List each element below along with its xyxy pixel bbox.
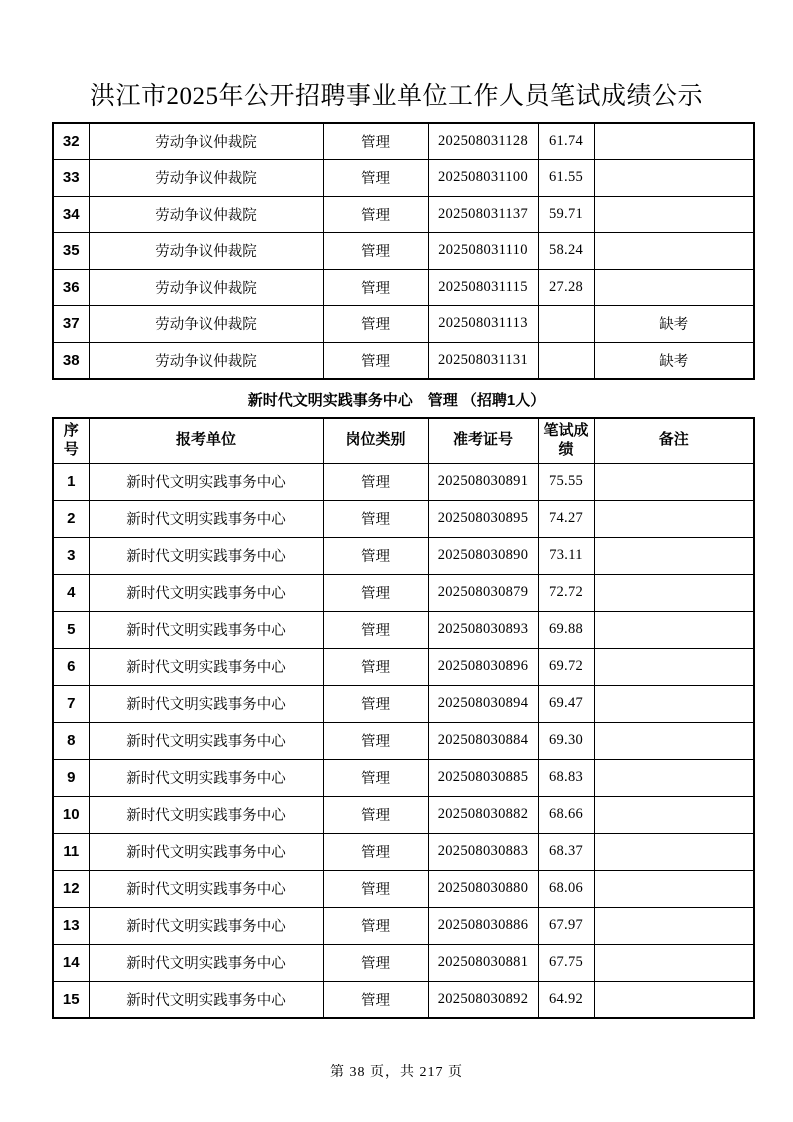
- written-score-cell: 59.71: [538, 196, 594, 233]
- ticket-number-cell: 202508030879: [428, 574, 538, 611]
- post-category-cell: 管理: [323, 833, 428, 870]
- post-category-cell: 管理: [323, 196, 428, 233]
- remark-cell: [594, 537, 754, 574]
- serial-number-cell: 34: [53, 196, 89, 233]
- serial-number-cell: 11: [53, 833, 89, 870]
- serial-number-cell: 3: [53, 537, 89, 574]
- remark-cell: 缺考: [594, 342, 754, 379]
- ticket-number-cell: 202508031110: [428, 233, 538, 270]
- score-table-civilization-center: [52, 417, 755, 1019]
- serial-number-cell: 38: [53, 342, 89, 379]
- table-row: [53, 981, 754, 1018]
- serial-number-cell: 35: [53, 233, 89, 270]
- applied-unit-cell: 新时代文明实践事务中心: [89, 574, 323, 611]
- serial-number-cell: 8: [53, 722, 89, 759]
- written-score-cell: 58.24: [538, 233, 594, 270]
- applied-unit-cell: 新时代文明实践事务中心: [89, 759, 323, 796]
- applied-unit-cell: 新时代文明实践事务中心: [89, 537, 323, 574]
- table-row: [53, 722, 754, 759]
- serial-number-cell: 5: [53, 611, 89, 648]
- remark-cell: [594, 574, 754, 611]
- serial-number-cell: 7: [53, 685, 89, 722]
- post-category-cell: 管理: [323, 722, 428, 759]
- post-category-cell: 管理: [323, 685, 428, 722]
- written-score-cell: 68.06: [538, 870, 594, 907]
- ticket-number-cell: 202508031128: [428, 123, 538, 160]
- written-score-cell: 68.66: [538, 796, 594, 833]
- table-row: [53, 833, 754, 870]
- applied-unit-cell: 新时代文明实践事务中心: [89, 981, 323, 1018]
- applied-unit-cell: 新时代文明实践事务中心: [89, 611, 323, 648]
- ticket-number-cell: 202508030894: [428, 685, 538, 722]
- table-row: [53, 574, 754, 611]
- applied-unit-cell: 新时代文明实践事务中心: [89, 463, 323, 500]
- remark-cell: [594, 233, 754, 270]
- table-row: [53, 123, 754, 160]
- post-category-cell: 管理: [323, 269, 428, 306]
- applied-unit-cell: 新时代文明实践事务中心: [89, 907, 323, 944]
- serial-number-cell: 10: [53, 796, 89, 833]
- remark-cell: [594, 722, 754, 759]
- remark-cell: [594, 944, 754, 981]
- ticket-number-cell: 202508030896: [428, 648, 538, 685]
- written-score-cell: 74.27: [538, 500, 594, 537]
- serial-number-cell: 9: [53, 759, 89, 796]
- table-row: [53, 907, 754, 944]
- post-category-cell: 管理: [323, 306, 428, 343]
- written-score-cell: 64.92: [538, 981, 594, 1018]
- table-row: [53, 342, 754, 379]
- ticket-number-cell: 202508030883: [428, 833, 538, 870]
- applied-unit-cell: 劳动争议仲裁院: [89, 123, 323, 160]
- serial-number-cell: 1: [53, 463, 89, 500]
- remark-cell: [594, 160, 754, 197]
- table-row: [53, 196, 754, 233]
- ticket-number-cell: 202508030890: [428, 537, 538, 574]
- table-row: [53, 500, 754, 537]
- serial-number-cell: 12: [53, 870, 89, 907]
- written-score-cell: 72.72: [538, 574, 594, 611]
- header-ticket-number: 准考证号: [428, 418, 538, 463]
- ticket-number-cell: 202508030882: [428, 796, 538, 833]
- table-body: [53, 123, 754, 379]
- ticket-number-cell: 202508031131: [428, 342, 538, 379]
- remark-cell: [594, 685, 754, 722]
- ticket-number-cell: 202508031137: [428, 196, 538, 233]
- ticket-number-cell: 202508030884: [428, 722, 538, 759]
- written-score-cell: 61.55: [538, 160, 594, 197]
- applied-unit-cell: 新时代文明实践事务中心: [89, 870, 323, 907]
- remark-cell: [594, 870, 754, 907]
- applied-unit-cell: 新时代文明实践事务中心: [89, 500, 323, 537]
- post-category-cell: 管理: [323, 123, 428, 160]
- page-title: 洪江市2025年公开招聘事业单位工作人员笔试成绩公示: [89, 83, 703, 110]
- remark-cell: [594, 648, 754, 685]
- remark-cell: [594, 981, 754, 1018]
- ticket-number-cell: 202508030886: [428, 907, 538, 944]
- header-serial-number: 序号: [53, 418, 89, 463]
- post-category-cell: 管理: [323, 342, 428, 379]
- post-category-cell: 管理: [323, 463, 428, 500]
- section-title: 新时代文明实践事务中心 管理 （招聘1人）: [247, 392, 546, 409]
- ticket-number-cell: 202508031115: [428, 269, 538, 306]
- written-score-cell: 67.97: [538, 907, 594, 944]
- ticket-number-cell: 202508030893: [428, 611, 538, 648]
- table-row: [53, 306, 754, 343]
- written-score-cell: 69.72: [538, 648, 594, 685]
- table-row: [53, 537, 754, 574]
- table-row: [53, 611, 754, 648]
- remark-cell: [594, 196, 754, 233]
- written-score-cell: 69.47: [538, 685, 594, 722]
- header-written-score: 笔试成绩: [538, 418, 594, 463]
- ticket-number-cell: 202508030881: [428, 944, 538, 981]
- header-applied-unit: 报考单位: [89, 418, 323, 463]
- serial-number-cell: 13: [53, 907, 89, 944]
- post-category-cell: 管理: [323, 574, 428, 611]
- ticket-number-cell: 202508030895: [428, 500, 538, 537]
- written-score-cell: 68.37: [538, 833, 594, 870]
- post-category-cell: 管理: [323, 759, 428, 796]
- remark-cell: [594, 611, 754, 648]
- written-score-cell: 75.55: [538, 463, 594, 500]
- written-score-cell: [538, 306, 594, 343]
- applied-unit-cell: 劳动争议仲裁院: [89, 196, 323, 233]
- applied-unit-cell: 劳动争议仲裁院: [89, 233, 323, 270]
- serial-number-cell: 4: [53, 574, 89, 611]
- table-row: [53, 269, 754, 306]
- serial-number-cell: 2: [53, 500, 89, 537]
- serial-number-cell: 37: [53, 306, 89, 343]
- remark-cell: [594, 907, 754, 944]
- remark-cell: [594, 269, 754, 306]
- serial-number-cell: 14: [53, 944, 89, 981]
- applied-unit-cell: 新时代文明实践事务中心: [89, 648, 323, 685]
- post-category-cell: 管理: [323, 944, 428, 981]
- post-category-cell: 管理: [323, 537, 428, 574]
- header-post-category: 岗位类别: [323, 418, 428, 463]
- ticket-number-cell: 202508031100: [428, 160, 538, 197]
- serial-number-cell: 36: [53, 269, 89, 306]
- written-score-cell: [538, 342, 594, 379]
- written-score-cell: 69.88: [538, 611, 594, 648]
- applied-unit-cell: 劳动争议仲裁院: [89, 306, 323, 343]
- post-category-cell: 管理: [323, 233, 428, 270]
- remark-cell: [594, 759, 754, 796]
- ticket-number-cell: 202508030891: [428, 463, 538, 500]
- post-category-cell: 管理: [323, 160, 428, 197]
- table-row: [53, 233, 754, 270]
- remark-cell: [594, 123, 754, 160]
- ticket-number-cell: 202508030892: [428, 981, 538, 1018]
- post-category-cell: 管理: [323, 500, 428, 537]
- post-category-cell: 管理: [323, 648, 428, 685]
- ticket-number-cell: 202508030885: [428, 759, 538, 796]
- page-number-footer: 第 38 页，共 217 页: [330, 1065, 463, 1080]
- serial-number-cell: 32: [53, 123, 89, 160]
- remark-cell: [594, 500, 754, 537]
- remark-cell: [594, 463, 754, 500]
- remark-cell: [594, 833, 754, 870]
- table-row: [53, 944, 754, 981]
- remark-cell: 缺考: [594, 306, 754, 343]
- written-score-cell: 27.28: [538, 269, 594, 306]
- post-category-cell: 管理: [323, 611, 428, 648]
- ticket-number-cell: 202508031113: [428, 306, 538, 343]
- applied-unit-cell: 新时代文明实践事务中心: [89, 685, 323, 722]
- written-score-cell: 73.11: [538, 537, 594, 574]
- applied-unit-cell: 新时代文明实践事务中心: [89, 833, 323, 870]
- table-row: [53, 870, 754, 907]
- table-header-row: [53, 418, 754, 463]
- written-score-cell: 68.83: [538, 759, 594, 796]
- table-row: [53, 685, 754, 722]
- table-row: [53, 648, 754, 685]
- written-score-cell: 67.75: [538, 944, 594, 981]
- table-body: [53, 463, 754, 1018]
- ticket-number-cell: 202508030880: [428, 870, 538, 907]
- post-category-cell: 管理: [323, 981, 428, 1018]
- written-score-cell: 61.74: [538, 123, 594, 160]
- applied-unit-cell: 劳动争议仲裁院: [89, 269, 323, 306]
- serial-number-cell: 6: [53, 648, 89, 685]
- table-row: [53, 759, 754, 796]
- post-category-cell: 管理: [323, 796, 428, 833]
- written-score-cell: 69.30: [538, 722, 594, 759]
- serial-number-cell: 15: [53, 981, 89, 1018]
- applied-unit-cell: 新时代文明实践事务中心: [89, 722, 323, 759]
- serial-number-cell: 33: [53, 160, 89, 197]
- table-row: [53, 160, 754, 197]
- table-row: [53, 463, 754, 500]
- applied-unit-cell: 劳动争议仲裁院: [89, 160, 323, 197]
- post-category-cell: 管理: [323, 870, 428, 907]
- applied-unit-cell: 劳动争议仲裁院: [89, 342, 323, 379]
- post-category-cell: 管理: [323, 907, 428, 944]
- header-remark: 备注: [594, 418, 754, 463]
- applied-unit-cell: 新时代文明实践事务中心: [89, 796, 323, 833]
- score-table-labor-arbitration: [52, 122, 755, 380]
- applied-unit-cell: 新时代文明实践事务中心: [89, 944, 323, 981]
- table-row: [53, 796, 754, 833]
- remark-cell: [594, 796, 754, 833]
- table-header: [53, 418, 754, 463]
